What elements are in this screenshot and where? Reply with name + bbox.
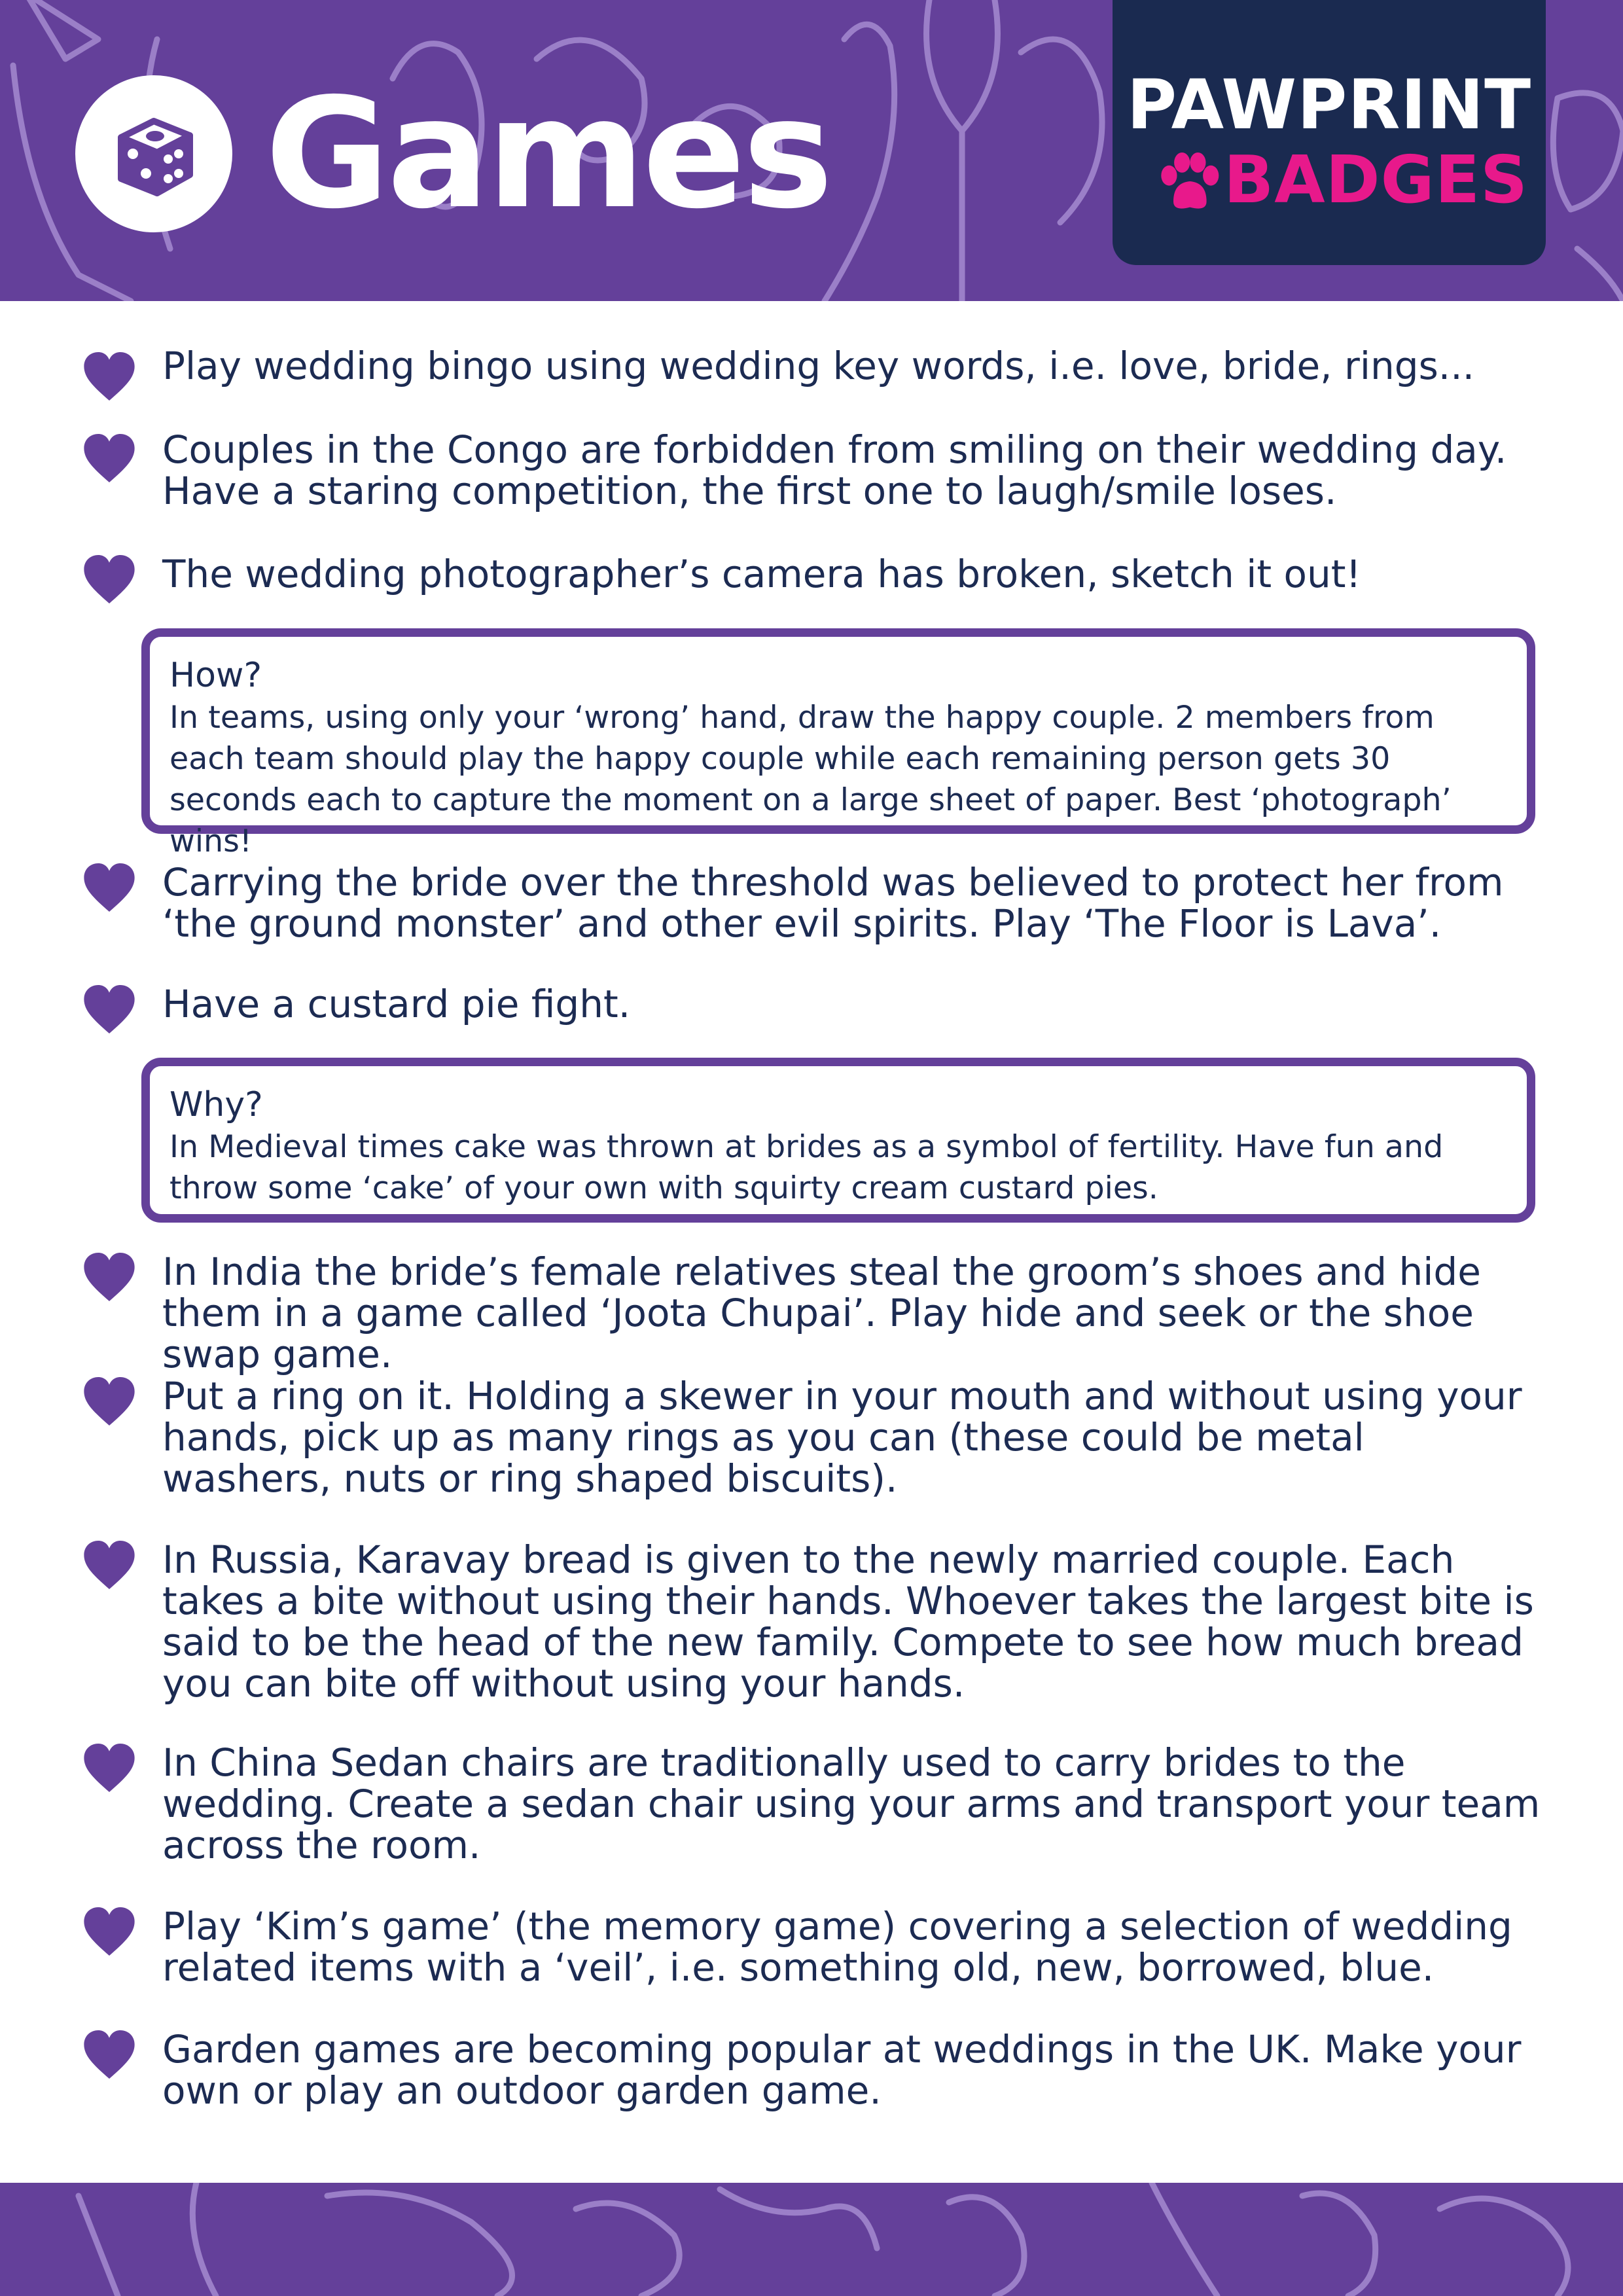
dice-icon-circle xyxy=(75,75,232,232)
heart-icon xyxy=(82,984,137,1035)
heart-icon xyxy=(82,2029,137,2080)
item-text: Put a ring on it. Holding a skewer in your mouth and without using your hands, pick up as many rings as you can (these could be metal washers, nuts or ring shaped biscuits). xyxy=(162,1374,1522,1501)
item-text: Carrying the bride over the threshold was believed to protect her from ‘the ground monster’ and other evil spirits. Play ‘The Floor is Lava’. xyxy=(162,860,1504,946)
heart-icon xyxy=(82,433,137,484)
heart-icon xyxy=(82,1906,137,1957)
logo-text-bottom: BADGES xyxy=(1224,141,1529,218)
header-banner xyxy=(0,0,1623,301)
item-text: In Russia, Karavay bread is given to the newly married couple. Each takes a bite without using their hands. Whoever takes the largest bite is said to be the head of the new family. Compete to see how much bread you can bite off without using your hands. xyxy=(162,1537,1534,1706)
heart-icon xyxy=(82,351,137,402)
how-box xyxy=(141,628,1535,859)
heart-icon xyxy=(82,1251,137,1302)
logo-text-top: PAWPRINT xyxy=(1126,65,1532,145)
heart-icon xyxy=(82,554,137,605)
item-text: In China Sedan chairs are traditionally used to carry brides to the wedding. Create a sedan chair using your arms and transport your team across the room. xyxy=(162,1740,1541,1867)
how-box-body: In teams, using only your ‘wrong’ hand, draw the happy couple. 2 members from each team should play the happy couple while each remaining person gets 30 seconds each to capture the moment on a large sheet of paper. Best ‘photograph’ wins! xyxy=(169,700,1452,859)
why-box xyxy=(141,1058,1535,1223)
item-text: Couples in the Congo are forbidden from smiling on their wedding day. Have a staring competition, the first one to laugh/smile loses. xyxy=(162,427,1507,513)
dice-icon xyxy=(75,75,232,232)
item-text: Garden games are becoming popular at weddings in the UK. Make your own or play an outdoor garden game. xyxy=(162,2027,1522,2113)
item-text: Play ‘Kim’s game’ (the memory game) covering a selection of wedding related items with a ‘veil’, i.e. something old, new, borrowed, blue. xyxy=(162,1904,1512,1990)
item-text: Have a custard pie fight. xyxy=(162,982,631,1026)
why-box-title: Why? xyxy=(169,1085,263,1124)
item-text: Play wedding bingo using wedding key words, i.e. love, bride, rings... xyxy=(162,344,1475,388)
heart-icon xyxy=(82,862,137,913)
page-title: Games xyxy=(265,65,831,242)
how-box-title: How? xyxy=(169,656,262,695)
why-box-body: In Medieval times cake was thrown at brides as a symbol of fertility. Have fun and throw some ‘cake’ of your own with squirty cream custard pies. xyxy=(169,1129,1444,1206)
paw-icon xyxy=(1152,145,1224,217)
heart-icon xyxy=(82,1376,137,1427)
heart-icon xyxy=(82,1539,137,1590)
footer-banner xyxy=(0,2183,1623,2296)
item-text: The wedding photographer’s camera has broken, sketch it out! xyxy=(162,552,1361,596)
heart-icon xyxy=(82,1742,137,1793)
wedding-pattern-decoration xyxy=(0,2183,1623,2296)
pawprint-badges-logo xyxy=(1113,0,1546,265)
item-text: In India the bride’s female relatives steal the groom’s shoes and hide them in a game called ‘Joota Chupai’. Play hide and seek or the shoe swap game. xyxy=(162,1249,1481,1376)
